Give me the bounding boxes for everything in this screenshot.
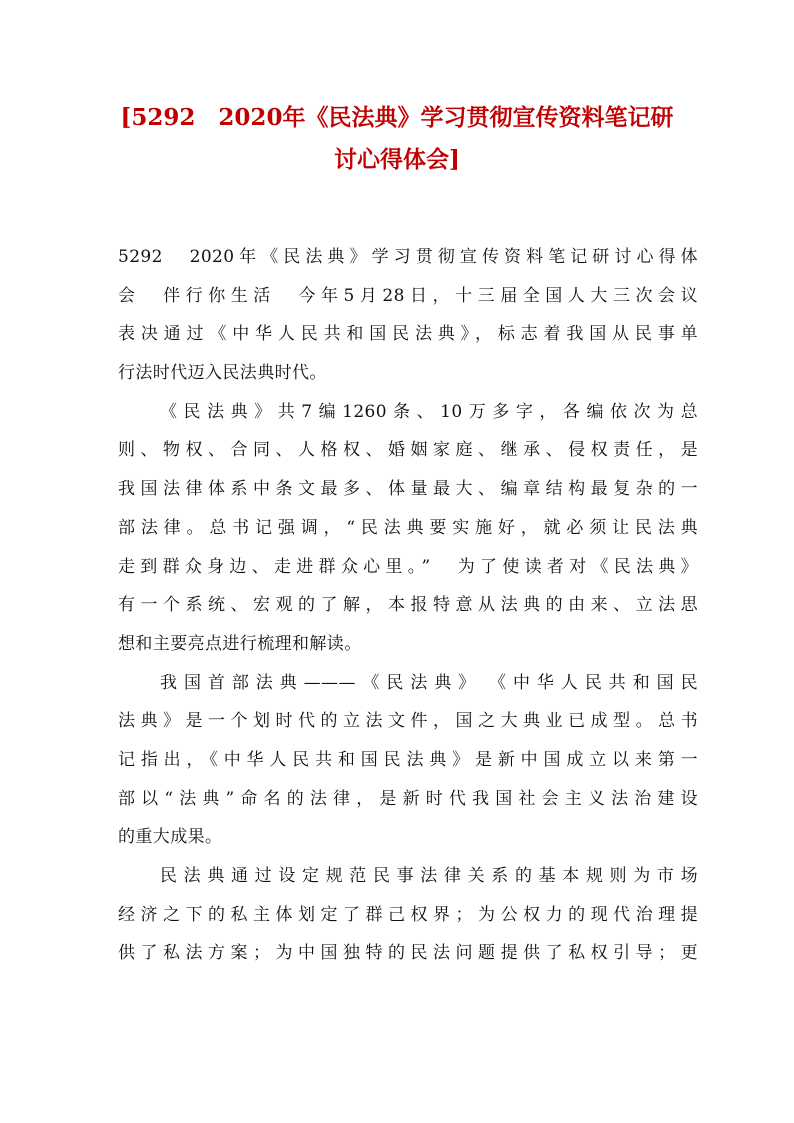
- document-title-line-2: 讨心得体会]: [334, 146, 460, 173]
- document-title-line-1: [5292 2020年《民法典》学习贯彻宣传资料笔记研: [120, 104, 674, 131]
- paragraph-line: 的重大成果。: [118, 827, 223, 848]
- paragraph-line: 有一个系统、宏观的了解，本报特意从法典的由来、立法思: [118, 595, 698, 616]
- paragraph-line: 则、物权、合同、人格权、婚姻家庭、继承、侵权责任，是: [118, 440, 698, 461]
- paragraph-line: 我国首部法典———《民法典》 《中华人民共和国民: [160, 672, 698, 693]
- paragraph-line: 部以“法典”命名的法律，是新时代我国社会主义法治建设: [118, 788, 698, 809]
- paragraph-line: 《民法典》共7编1260条、10万多字，各编依次为总: [160, 401, 698, 422]
- paragraph-line: 表决通过《中华人民共和国民法典》，标志着我国从民事单: [118, 324, 698, 345]
- paragraph-line: 我国法律体系中条文最多、体量最大、编章结构最复杂的一: [118, 479, 698, 500]
- paragraph-line: 供了私法方案；为中国独特的民法问题提供了私权引导；更: [118, 943, 698, 964]
- paragraph-line: 5292 2020年《民法典》学习贯彻宣传资料笔记研讨心得体: [118, 247, 698, 267]
- paragraph: [118, 664, 698, 857]
- paragraph-line: 民法典通过设定规范民事法律关系的基本规则为市场: [160, 866, 698, 886]
- paragraph-line: 法典》是一个划时代的立法文件，国之大典业已成型。总书: [118, 711, 698, 732]
- paragraph-line: 想和主要亮点进行梳理和解读。: [118, 633, 362, 654]
- paragraph-line: 行法时代迈入民法典时代。: [118, 363, 327, 384]
- paragraph: [118, 238, 698, 393]
- paragraph-line: 走到群众身边、走进群众心里。” 为了使读者对《民法典》: [118, 556, 698, 577]
- document-body: [118, 238, 698, 973]
- paragraph-line: 会 伴行你生活 今年5月28日，十三届全国人大三次会议: [118, 285, 698, 306]
- paragraph-line: 经济之下的私主体划定了群己权界；为公权力的现代治理提: [118, 904, 698, 925]
- paragraph: [118, 857, 698, 973]
- paragraph-line: 记指出，《中华人民共和国民法典》是新中国成立以来第一: [118, 749, 698, 770]
- paragraph-line: 部法律。总书记强调，“民法典要实施好，就必须让民法典: [118, 517, 698, 538]
- paragraph: [118, 393, 698, 664]
